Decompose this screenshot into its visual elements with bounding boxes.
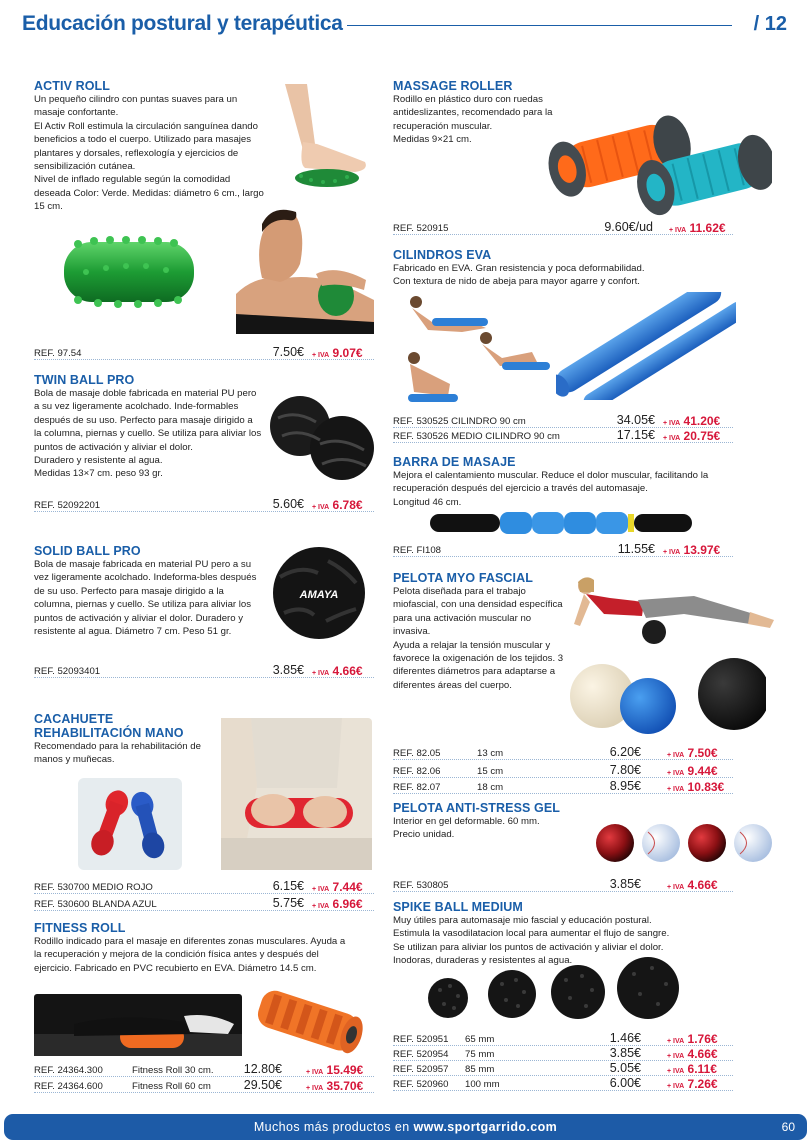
section-number: / 12 [753,13,787,35]
price-with-iva: + IVA 9.07€ [312,346,363,360]
product-ref: REF. 24364.600 [34,1081,103,1092]
product-price: 29.50€ [243,1078,282,1092]
product-cilindros-eva [393,248,733,289]
product-price: 5.75€ [272,896,304,910]
product-size: 100 mm [465,1079,500,1090]
product-name: FITNESS ROLL [34,921,126,935]
product-price: 3.85€ [272,663,304,677]
product-barra-de-masaje [393,455,758,509]
product-ref: REF. 82.06 [393,766,441,777]
price-row [34,896,374,911]
product-name-line2: REHABILITACIÓN MANO [34,726,184,740]
price-with-iva: + IVA 15.49€ [306,1063,364,1077]
product-ref: REF. 530525 CILINDRO 90 cm [393,416,526,427]
cilindros-eva-exercise-photo [402,292,552,408]
product-name: CACAHUETE [34,712,114,726]
amaya-logo: AMAYA [299,589,339,601]
product-solid-ball-pro [34,544,262,638]
product-size: 13 cm [477,748,504,759]
price-with-iva: + IVA 13.97€ [663,543,721,557]
price-row [393,1031,733,1046]
myo-fascial-balls-image [566,654,766,736]
price-row [393,745,733,760]
product-ref: REF. 520954 [393,1049,449,1060]
price-row [393,413,733,428]
product-price: 1.46€ [609,1031,641,1045]
product-description: Bola de masaje fabricada en material PU pero a su vez ligeramente acolchado. Indeforma-bles después de su uso. Perfecto para masaje dirigido a la columna, piernas y cuello. Se utiliza para aliviar los puntos de activación y aliviar el dolor. Duradero y resistente al agua. Diámetro 7 cm. Peso 51 gr. [34,559,257,638]
barra-de-masaje-image [430,508,692,538]
activ-roll-green-cylinder-image [58,232,200,312]
product-name: SOLID BALL PRO [34,544,141,558]
product-size: 75 mm [465,1049,495,1060]
product-description: Rodillo indicado para el masaje en diferentes zonas musculares. Ayuda a la recuperación y mejora de la condición física antes y después del ejercicio. Fabricado en PVC recubierto en EVA. Diámetro 14.5 cm. [34,936,346,974]
product-twin-ball-pro [34,373,262,481]
price-with-iva: + IVA 41.20€ [663,414,721,428]
product-size: Fitness Roll 60 cm [132,1081,211,1092]
product-price: 5.60€ [272,497,304,511]
product-price: 12.80€ [243,1062,282,1076]
product-activ-roll [34,79,264,214]
product-name: TWIN BALL PRO [34,373,135,387]
anti-stress-gel-balls-image [594,822,774,864]
product-pelota-anti-stress-gel [393,801,593,842]
product-name: SPIKE BALL MEDIUM [393,900,523,914]
price-row [393,763,733,778]
product-price: 5.05€ [609,1061,641,1075]
product-price: 9.60€/ud [604,220,653,234]
price-with-iva: + IVA 4.66€ [667,1047,718,1061]
product-ref: REF. 530805 [393,880,449,891]
price-with-iva: + IVA 7.50€ [667,746,718,760]
myo-fascial-exercise-photo [564,574,780,658]
product-ref: REF. 97.54 [34,348,82,359]
price-with-iva: + IVA 4.66€ [667,878,718,892]
product-description: Recomendado para la rehabilitación de manos y muñecas. [34,741,201,766]
price-with-iva: + IVA 1.76€ [667,1032,718,1046]
price-row [393,877,733,892]
product-ref: REF. FI108 [393,545,441,556]
price-row [34,497,374,512]
page-footer [4,1114,807,1140]
product-ref: REF. 520951 [393,1034,449,1045]
product-size: 15 cm [477,766,504,777]
price-row [34,345,374,360]
product-price: 7.50€ [272,345,304,359]
price-row [393,779,733,794]
spike-balls-image [420,952,690,1024]
product-description: Fabricado en EVA. Gran resistencia y poca deformabilidad. Con textura de nido de abeja para mayor agarre y confort. [393,263,645,288]
page-number: 60 [781,1120,795,1134]
activ-roll-foot-photo [265,84,375,196]
fitness-roll-image [250,984,368,1056]
product-price: 8.95€ [609,779,641,793]
product-ref: REF. 52092201 [34,500,101,511]
product-price: 6.00€ [609,1076,641,1090]
product-name: PELOTA MYO FASCIAL [393,571,533,585]
massage-roller-image [546,112,772,216]
footer-text: Muchos más productos en www.sportgarrido.com [253,1120,558,1134]
price-with-iva: + IVA 10.83€ [667,780,725,794]
product-ref: REF. 530526 MEDIO CILINDRO 90 cm [393,431,560,442]
price-with-iva: + IVA 35.70€ [306,1079,364,1093]
fitness-roll-usage-photo [34,994,242,1056]
product-ref: REF. 82.05 [393,748,441,759]
product-ref: REF. 530600 BLANDA AZUL [34,899,157,910]
product-ref: REF. 530700 MEDIO ROJO [34,882,153,893]
price-with-iva: + IVA 6.11€ [667,1062,717,1076]
product-description: Interior en gel deformable. 60 mm. Precio unidad. [393,816,540,841]
product-ref: REF. 520915 [393,223,449,234]
product-price: 34.05€ [616,413,655,427]
price-with-iva: + IVA 6.78€ [312,498,363,512]
price-with-iva: + IVA 7.44€ [312,880,363,894]
footer-url-link[interactable]: www.sportgarrido.com [413,1120,558,1134]
product-size: 65 mm [465,1034,495,1045]
product-fitness-roll [34,921,354,975]
product-ref: REF. 24364.300 [34,1065,103,1076]
product-pelota-myo-fascial [393,571,571,692]
cacahuete-hands-photo [221,718,372,870]
price-with-iva: + IVA 11.62€ [669,221,726,235]
page-title: Educación postural y terapéutica [22,12,343,35]
twin-ball-image [266,392,376,484]
product-cacahuete [34,712,224,767]
product-description: Rodillo en plástico duro con ruedas antideslizantes, recomendado para la recuperación muscular. Medidas 9×21 cm. [393,94,553,146]
product-ref: REF. 520960 [393,1079,449,1090]
price-row [393,1061,733,1076]
product-price: 17.15€ [616,428,655,442]
product-description: Mejora el calentamiento muscular. Reduce el dolor muscular, facilitando la recuperación después del ejercicio a través del automasaje. Longitud 46 cm. [393,470,709,508]
price-row [34,879,374,894]
product-name: MASSAGE ROLLER [393,79,513,93]
product-description: Muy útiles para automasaje mio fascial y educación postural. Estimula la vasodilatacion local para aumentar el flujo de sangre. Se utilizan para aliviar los puntos de activación y aliviar el dolor. Inodoras, duraderas y resistentes al agua. [393,915,670,967]
price-with-iva: + IVA 7.26€ [667,1077,718,1091]
product-name: PELOTA ANTI-STRESS GEL [393,801,561,815]
product-description: Bola de masaje doble fabricada en material PU pero a su vez ligeramente acolchado. Inde-formables después de su uso. Perfecto para masaje dirigido a la columna, piernas y cuello. Se utiliza para aliviar los puntos de activación y aliviar el dolor. Duradero y resistente al agua. Medidas 13×7 cm. peso 93 gr. [34,388,262,480]
header-rule [347,25,732,26]
price-with-iva: + IVA 9.44€ [667,764,718,778]
price-row [393,220,733,235]
product-size: Fitness Roll 30 cm. [132,1065,214,1076]
activ-roll-shoulder-photo [236,204,374,334]
price-row [34,1062,374,1077]
product-ref: REF. 52093401 [34,666,101,677]
product-price: 6.20€ [609,745,641,759]
product-name: BARRA DE MASAJE [393,455,516,469]
product-description: Un pequeño cilindro con puntas suaves para un masaje confortante. El Activ Roll estimula la circulación sanguínea dando beneficios a todo el cuerpo. Utilizado para masajes plantares y dorsales, reflexología y ejercicios de sensibilización cutánea. Nivel de inflado regulable según la comodidad deseada Color: Verde. Medidas: diámetro 6 cm., largo 15 cm. [34,94,264,213]
product-price: 6.15€ [272,879,304,893]
product-price: 3.85€ [609,1046,641,1060]
product-name: CILINDROS EVA [393,248,492,262]
price-with-iva: + IVA 6.96€ [312,897,363,911]
product-price: 11.55€ [617,542,655,556]
price-row [393,542,733,557]
page-header [0,0,811,52]
product-size: 85 mm [465,1064,495,1075]
cacahuete-image [78,778,182,870]
product-name: ACTIV ROLL [34,79,110,93]
price-row [393,1046,733,1061]
price-with-iva: + IVA 4.66€ [312,664,363,678]
solid-ball-image [270,543,368,643]
price-with-iva: + IVA 20.75€ [663,429,721,443]
product-price: 3.85€ [609,877,641,891]
price-row [393,428,733,443]
product-price: 7.80€ [609,763,641,777]
product-ref: REF. 520957 [393,1064,449,1075]
price-row [34,1078,374,1093]
product-description: Pelota diseñada para el trabajo miofascial, con una densidad específica para una activación muscular no invasiva. Ayuda a relajar la tensión muscular y favorece la oxigenación de los tejidos. 3 diferentes diámetros para adaptarse a diferentes áreas del cuerpo. [393,586,564,691]
price-row [393,1076,733,1091]
product-ref: REF. 82.07 [393,782,441,793]
price-row [34,663,374,678]
product-size: 18 cm [477,782,504,793]
cilindros-eva-image [556,292,736,400]
